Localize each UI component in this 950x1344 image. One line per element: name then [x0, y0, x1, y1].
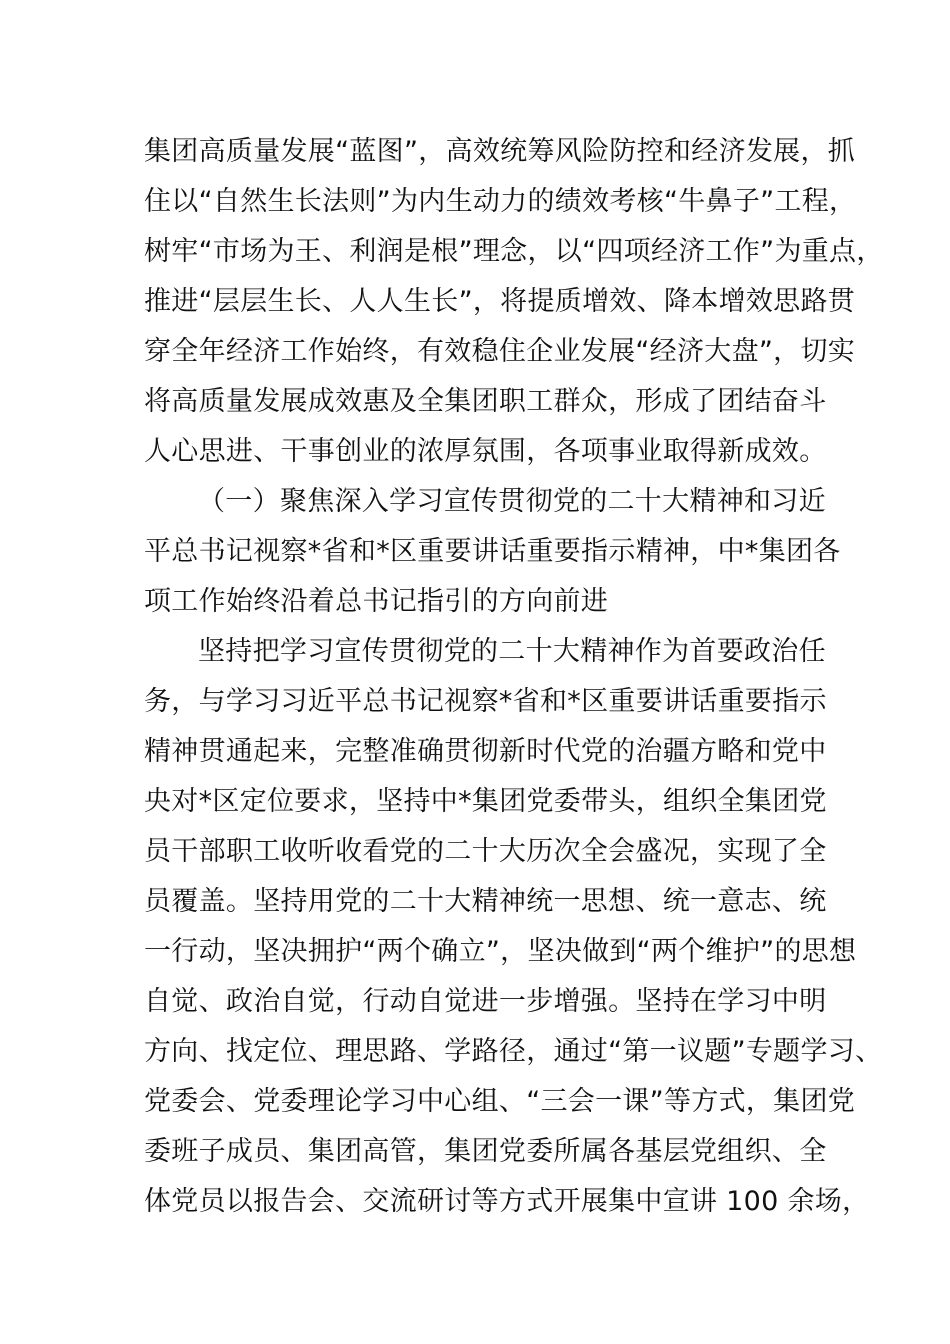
section-heading-line: （一）聚焦深入学习宣传贯彻党的二十大精神和习近	[198, 486, 826, 517]
paragraph-line: 将高质量发展成效惠及全集团职工群众，形成了团结奋斗	[144, 386, 827, 417]
paragraph-line: 员干部职工收听收看党的二十大历次全会盛况，实现了全	[144, 836, 827, 867]
paragraph-line: 委班子成员、集团高管，集团党委所属各基层党组织、全	[144, 1136, 827, 1167]
paragraph-line: 务，与学习习近平总书记视察*省和*区重要讲话重要指示	[144, 686, 827, 717]
paragraph-line: 推进“层层生长、人人生长”，将提质增效、降本增效思路贯	[144, 286, 856, 317]
paragraph-line: 一行动，坚决拥护“两个确立”，坚决做到“两个维护”的思想	[144, 936, 857, 967]
paragraph-line: 精神贯通起来，完整准确贯彻新时代党的治疆方略和党中	[144, 736, 827, 767]
paragraph-line: 央对*区定位要求，坚持中*集团党委带头，组织全集团党	[144, 786, 827, 817]
paragraph-line: 穿全年经济工作始终，有效稳住企业发展“经济大盘”，切实	[144, 336, 856, 367]
paragraph-line: 员覆盖。坚持用党的二十大精神统一思想、统一意志、统	[144, 886, 827, 917]
paragraph-line: 树牢“市场为王、利润是根”理念，以“四项经济工作”为重点，	[144, 236, 884, 267]
paragraph-line: 坚持把学习宣传贯彻党的二十大精神作为首要政治任	[198, 636, 826, 667]
paragraph-line: 自觉、政治自觉，行动自觉进一步增强。坚持在学习中明	[144, 986, 827, 1017]
paragraph-line: 住以“自然生长法则”为内生动力的绩效考核“牛鼻子”工程，	[144, 186, 857, 217]
section-heading-line: 平总书记视察*省和*区重要讲话重要指示精神，中*集团各	[144, 536, 841, 567]
paragraph-line: 党委会、党委理论学习中心组、“三会一课”等方式，集团党	[144, 1086, 856, 1117]
paragraph-line: 方向、找定位、理思路、学路径，通过“第一议题”专题学习、	[144, 1036, 883, 1067]
paragraph-line: 体党员以报告会、交流研讨等方式开展集中宣讲 100 余场，	[144, 1186, 870, 1217]
paragraph-line: 人心思进、干事创业的浓厚氛围，各项事业取得新成效。	[144, 436, 827, 467]
paragraph-line: 集团高质量发展“蓝图”，高效统筹风险防控和经济发展，抓	[144, 136, 856, 167]
section-heading-line: 项工作始终沿着总书记指引的方向前进	[144, 586, 609, 617]
